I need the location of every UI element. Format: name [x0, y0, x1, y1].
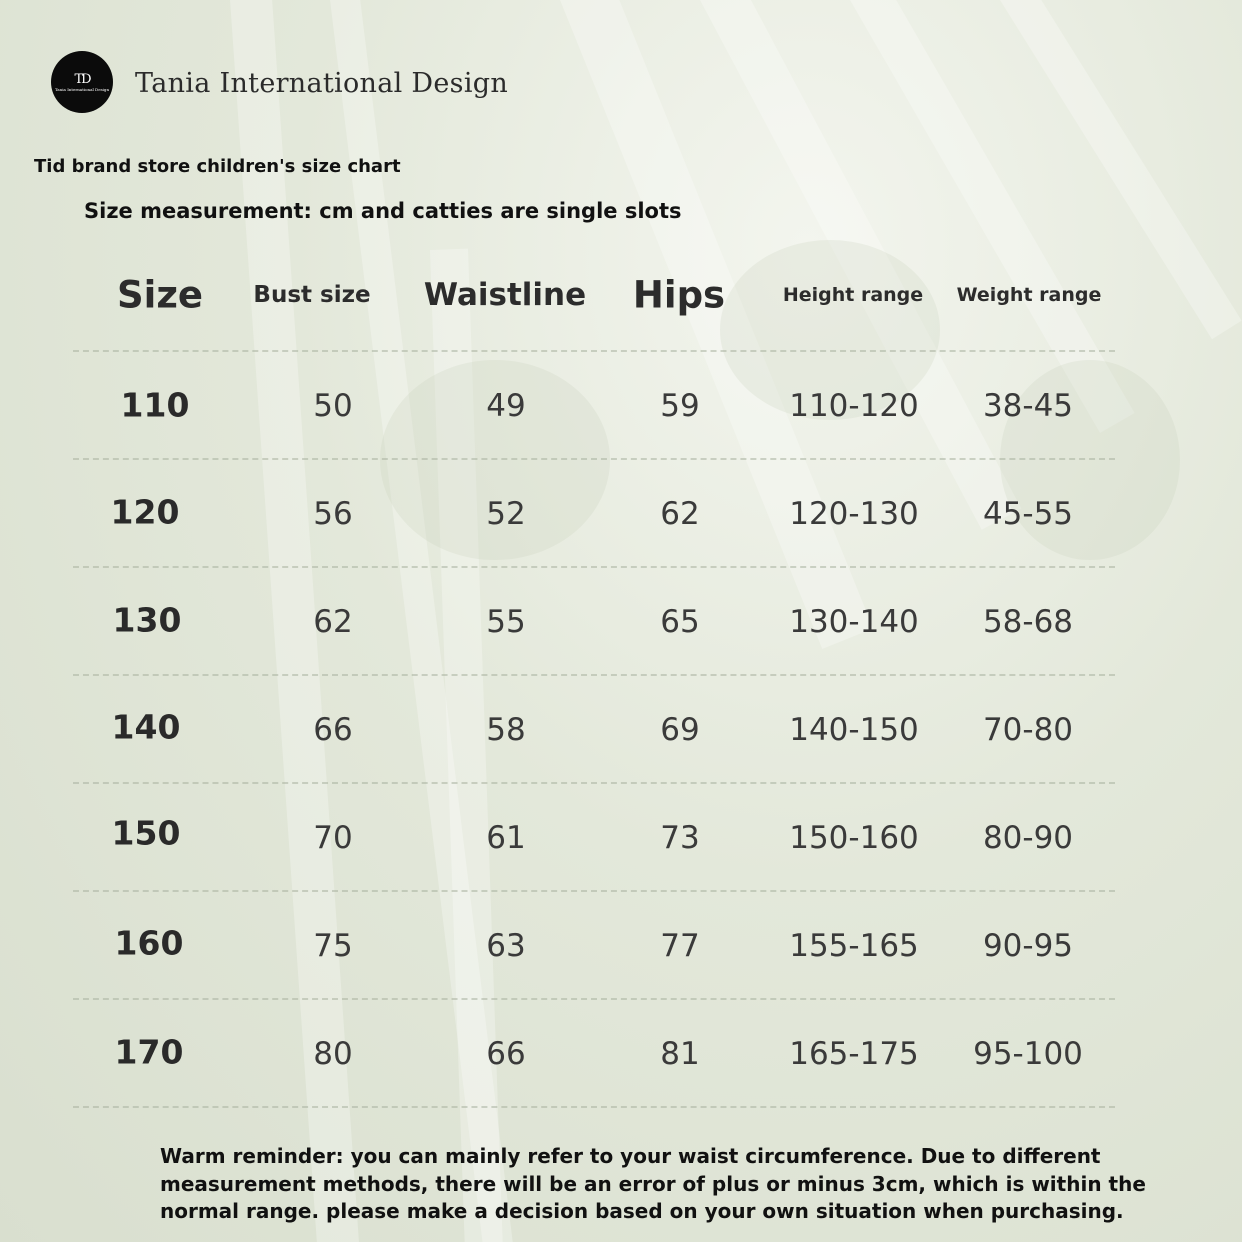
row-size: 160 — [114, 923, 184, 963]
row-weight: 38-45 — [982, 388, 1074, 424]
header-hips: Hips — [632, 273, 726, 317]
row-waist: 49 — [486, 388, 526, 424]
row-waist: 66 — [486, 1036, 526, 1072]
row-waist: 55 — [486, 604, 526, 640]
row-height: 120-130 — [789, 496, 919, 532]
row-divider — [73, 782, 1115, 784]
row-divider — [73, 1106, 1115, 1108]
row-bust: 62 — [313, 604, 353, 640]
row-height: 165-175 — [789, 1036, 919, 1072]
row-bust: 66 — [313, 712, 353, 748]
brand-logo — [51, 51, 113, 113]
header-bust: Bust size — [253, 282, 371, 308]
row-height: 110-120 — [789, 388, 919, 424]
row-divider — [73, 998, 1115, 1000]
logo-tagline: Tania International Design — [54, 86, 110, 92]
row-hips: 69 — [660, 712, 700, 748]
row-weight: 90-95 — [982, 928, 1074, 964]
row-size: 130 — [112, 600, 182, 640]
page-subtitle: Size measurement: cm and catties are single slots — [84, 199, 682, 223]
logo-monogram: TD — [74, 71, 90, 87]
row-height: 150-160 — [789, 820, 919, 856]
row-height: 155-165 — [789, 928, 919, 964]
brand-name: Tania International Design — [135, 68, 509, 99]
row-weight: 70-80 — [982, 712, 1074, 748]
row-height: 140-150 — [789, 712, 919, 748]
row-waist: 61 — [486, 820, 526, 856]
row-weight: 95-100 — [973, 1036, 1083, 1072]
reminder-line: Warm reminder: you can mainly refer to your waist circumference. Due to different — [160, 1144, 1101, 1168]
row-weight: 80-90 — [982, 820, 1074, 856]
reminder-line: measurement methods, there will be an error of plus or minus 3cm, which is within the — [160, 1171, 1146, 1196]
row-divider — [73, 566, 1115, 568]
row-bust: 75 — [313, 928, 353, 964]
row-hips: 77 — [660, 928, 700, 964]
row-waist: 52 — [486, 496, 526, 532]
row-bust: 80 — [313, 1036, 353, 1072]
row-hips: 65 — [660, 604, 700, 640]
header-height: Height range — [782, 284, 924, 306]
row-hips: 59 — [660, 388, 700, 424]
header-size: Size — [117, 273, 203, 317]
header-waist: Waistline — [423, 277, 587, 313]
warm-reminder — [160, 1143, 1146, 1226]
row-size: 110 — [120, 385, 190, 425]
row-hips: 81 — [660, 1036, 700, 1072]
row-bust: 56 — [313, 496, 353, 532]
reminder-line: normal range. please make a decision based on your own situation when purchasing. — [160, 1199, 1124, 1223]
page-title: Tid brand store children's size chart — [34, 156, 401, 177]
row-weight: 45-55 — [982, 496, 1074, 532]
row-hips: 62 — [660, 496, 700, 532]
row-size: 140 — [111, 707, 181, 747]
row-weight: 58-68 — [982, 604, 1074, 640]
row-bust: 50 — [313, 388, 353, 424]
row-size: 120 — [110, 492, 180, 532]
header-weight: Weight range — [956, 284, 1102, 306]
row-size: 150 — [111, 813, 181, 853]
row-hips: 73 — [660, 820, 700, 856]
row-divider — [73, 458, 1115, 460]
row-size: 170 — [114, 1032, 184, 1072]
row-waist: 63 — [486, 928, 526, 964]
row-bust: 70 — [313, 820, 353, 856]
row-waist: 58 — [486, 712, 526, 748]
row-divider — [73, 890, 1115, 892]
row-height: 130-140 — [789, 604, 919, 640]
row-divider — [73, 350, 1115, 352]
row-divider — [73, 674, 1115, 676]
